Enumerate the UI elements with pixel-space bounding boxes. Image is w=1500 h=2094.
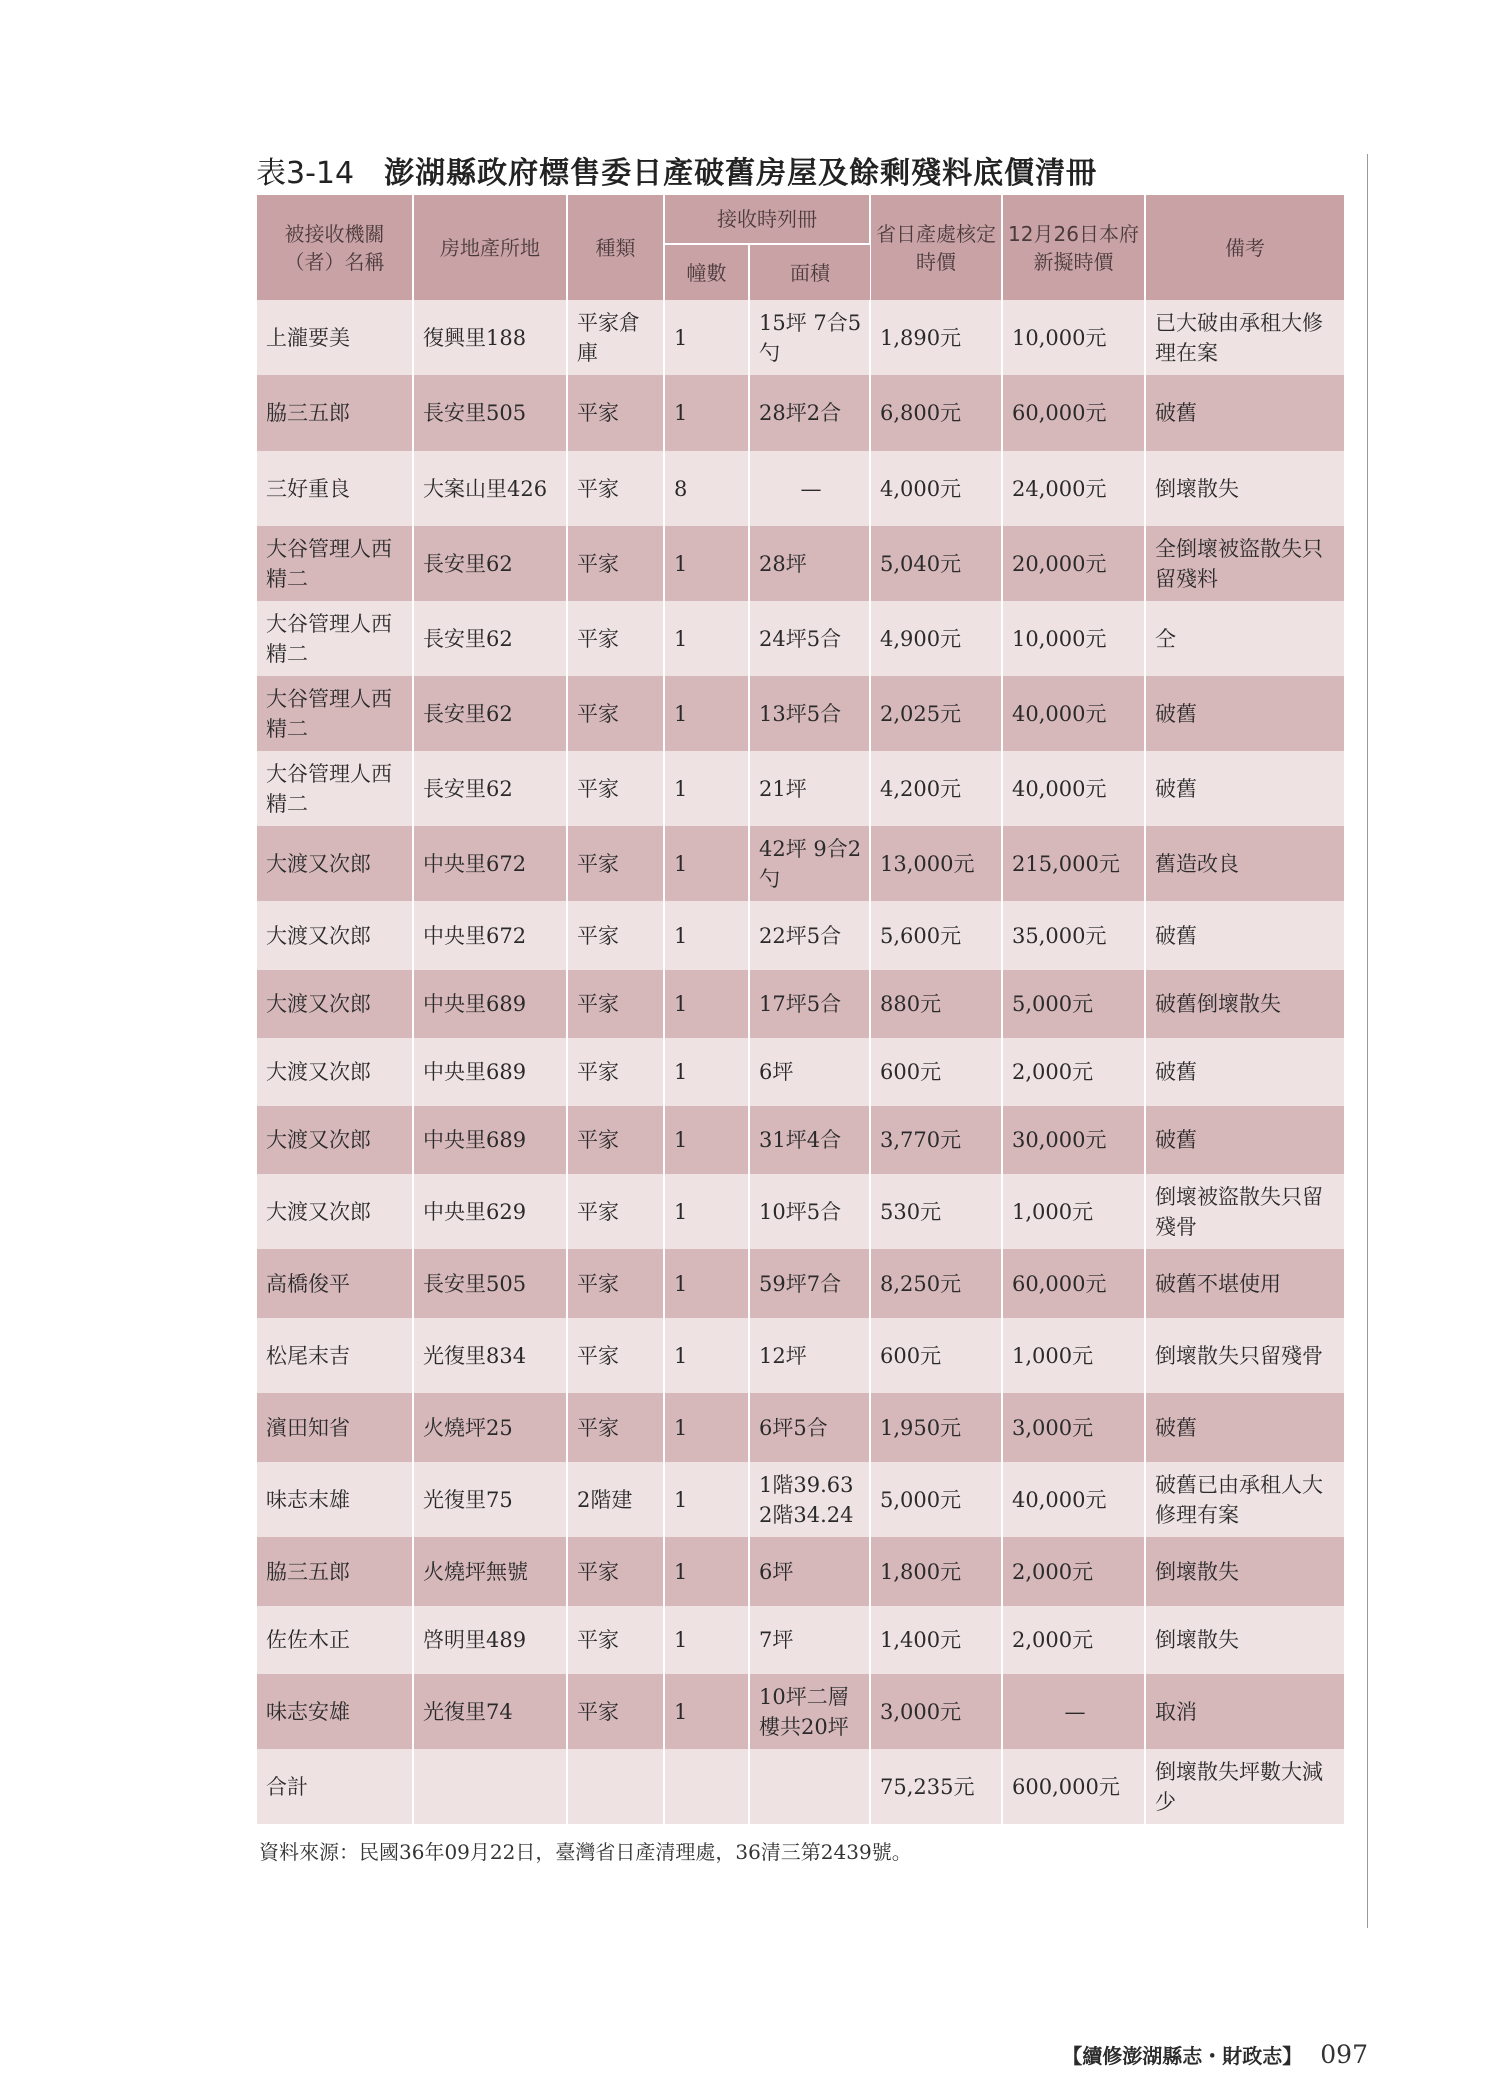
- table-row: [257, 826, 1344, 901]
- cell-type: 平家: [567, 1038, 664, 1106]
- cell-agency: 味志安雄: [257, 1674, 413, 1749]
- table-title: [256, 148, 1097, 192]
- cell-county-price: 60,000元: [1002, 375, 1145, 451]
- cell-county-price: 30,000元: [1002, 1106, 1145, 1174]
- cell-remark: 取消: [1145, 1674, 1344, 1749]
- cell-location: 啓明里489: [413, 1606, 567, 1674]
- cell-count: 1: [664, 901, 749, 970]
- cell-prov-price: 1,890元: [870, 300, 1002, 375]
- cell-county-price: 5,000元: [1002, 970, 1145, 1038]
- cell-area: 6坪: [749, 1537, 870, 1606]
- cell-remark: 破舊不堪使用: [1145, 1249, 1344, 1318]
- price-register-table: [257, 195, 1344, 1824]
- cell-count: 1: [664, 1106, 749, 1174]
- cell-location: 中央里689: [413, 1038, 567, 1106]
- cell-location: 長安里505: [413, 1249, 567, 1318]
- cell-type: 平家: [567, 1174, 664, 1249]
- cell-remark: 仝: [1145, 601, 1344, 676]
- header-prov-price: 省日產處核定時價: [870, 195, 1002, 300]
- cell-county-price: 3,000元: [1002, 1393, 1145, 1462]
- cell-remark: 全倒壞被盜散失只留殘料: [1145, 526, 1344, 601]
- cell-area: 21坪: [749, 751, 870, 826]
- cell-county-price: 40,000元: [1002, 1462, 1145, 1537]
- cell-county-price: 2,000元: [1002, 1537, 1145, 1606]
- cell-count: 1: [664, 1174, 749, 1249]
- cell-county-price: 10,000元: [1002, 300, 1145, 375]
- table-row: [257, 300, 1344, 375]
- total-remark: 倒壞散失坪數大減少: [1145, 1749, 1344, 1824]
- cell-type: 平家: [567, 375, 664, 451]
- cell-remark: 破舊: [1145, 901, 1344, 970]
- cell-county-price: 10,000元: [1002, 601, 1145, 676]
- cell-county-price: 215,000元: [1002, 826, 1145, 901]
- cell-location: 長安里62: [413, 601, 567, 676]
- cell-area: 22坪5合: [749, 901, 870, 970]
- cell-prov-price: 880元: [870, 970, 1002, 1038]
- table-row: [257, 375, 1344, 451]
- cell-county-price: 24,000元: [1002, 451, 1145, 526]
- header-county-price: 12月26日本府新擬時價: [1002, 195, 1145, 300]
- cell-remark: 舊造改良: [1145, 826, 1344, 901]
- cell-prov-price: 4,200元: [870, 751, 1002, 826]
- cell-count: 1: [664, 601, 749, 676]
- table-row: [257, 1606, 1344, 1674]
- cell-type: 平家: [567, 676, 664, 751]
- header-remark: 備考: [1145, 195, 1344, 300]
- cell-agency: 大谷管理人西精二: [257, 676, 413, 751]
- table-row: [257, 1674, 1344, 1749]
- cell-area: 28坪: [749, 526, 870, 601]
- cell-type: 平家: [567, 970, 664, 1038]
- cell-location: 光復里834: [413, 1318, 567, 1393]
- source-note: 資料來源：民國36年09月22日，臺灣省日產清理處，36清三第2439號。: [259, 1840, 912, 1864]
- page-number: 097: [1320, 2040, 1368, 2069]
- cell-count: 1: [664, 970, 749, 1038]
- cell-agency: 松尾末吉: [257, 1318, 413, 1393]
- cell-type: 平家: [567, 1537, 664, 1606]
- cell-county-price: 20,000元: [1002, 526, 1145, 601]
- cell-area: 12坪: [749, 1318, 870, 1393]
- cell-remark: 破舊: [1145, 676, 1344, 751]
- cell-agency: 大渡又次郎: [257, 970, 413, 1038]
- cell-count: 1: [664, 826, 749, 901]
- cell-location: 長安里62: [413, 676, 567, 751]
- cell-remark: 倒壞被盜散失只留殘骨: [1145, 1174, 1344, 1249]
- cell-count: 1: [664, 1606, 749, 1674]
- cell-prov-price: 4,900元: [870, 601, 1002, 676]
- cell-empty: [567, 1749, 664, 1824]
- cell-agency: 大渡又次郎: [257, 826, 413, 901]
- cell-agency: 大谷管理人西精二: [257, 526, 413, 601]
- cell-prov-price: 5,600元: [870, 901, 1002, 970]
- cell-location: 中央里689: [413, 970, 567, 1038]
- cell-remark: 已大破由承租大修理在案: [1145, 300, 1344, 375]
- book-title: 【續修澎湖縣志・財政志】: [1062, 2044, 1303, 2068]
- cell-prov-price: 1,800元: [870, 1537, 1002, 1606]
- cell-agency: 高橋俊平: [257, 1249, 413, 1318]
- cell-type: 平家: [567, 1674, 664, 1749]
- total-label: 合計: [257, 1749, 413, 1824]
- table-row: [257, 751, 1344, 826]
- table-row: [257, 601, 1344, 676]
- cell-count: 1: [664, 526, 749, 601]
- cell-type: 平家: [567, 1249, 664, 1318]
- cell-county-price: 35,000元: [1002, 901, 1145, 970]
- cell-type: 2階建: [567, 1462, 664, 1537]
- cell-count: 1: [664, 1249, 749, 1318]
- table-row: [257, 1393, 1344, 1462]
- cell-type: 平家: [567, 1318, 664, 1393]
- cell-location: 中央里689: [413, 1106, 567, 1174]
- cell-prov-price: 3,770元: [870, 1106, 1002, 1174]
- cell-area: 42坪 9合2勺: [749, 826, 870, 901]
- cell-prov-price: 3,000元: [870, 1674, 1002, 1749]
- cell-count: 1: [664, 1038, 749, 1106]
- cell-remark: 破舊: [1145, 375, 1344, 451]
- cell-remark: 破舊已由承租人大修理有案: [1145, 1462, 1344, 1537]
- cell-area: 10坪二層樓共20坪: [749, 1674, 870, 1749]
- cell-location: 長安里62: [413, 751, 567, 826]
- cell-location: 中央里672: [413, 901, 567, 970]
- cell-prov-price: 530元: [870, 1174, 1002, 1249]
- cell-agency: 三好重良: [257, 451, 413, 526]
- cell-location: 長安里62: [413, 526, 567, 601]
- cell-remark: 破舊: [1145, 751, 1344, 826]
- cell-location: 大案山里426: [413, 451, 567, 526]
- cell-prov-price: 1,400元: [870, 1606, 1002, 1674]
- cell-type: 平家: [567, 601, 664, 676]
- header-type: 種類: [567, 195, 664, 300]
- cell-prov-price: 2,025元: [870, 676, 1002, 751]
- cell-area: 59坪7合: [749, 1249, 870, 1318]
- cell-agency: 濱田知省: [257, 1393, 413, 1462]
- cell-county-price: 40,000元: [1002, 676, 1145, 751]
- table-body: [257, 300, 1344, 1824]
- table-row: [257, 901, 1344, 970]
- table-row: [257, 1318, 1344, 1393]
- cell-location: 光復里75: [413, 1462, 567, 1537]
- cell-type: 平家: [567, 751, 664, 826]
- cell-location: 火燒坪25: [413, 1393, 567, 1462]
- table-row: [257, 1249, 1344, 1318]
- cell-type: 平家倉庫: [567, 300, 664, 375]
- header-agency: 被接收機關（者）名稱: [257, 195, 413, 300]
- cell-area: 24坪5合: [749, 601, 870, 676]
- cell-county-price: 60,000元: [1002, 1249, 1145, 1318]
- header-location: 房地產所地: [413, 195, 567, 300]
- cell-remark: 倒壞散失: [1145, 1537, 1344, 1606]
- cell-area: 10坪5合: [749, 1174, 870, 1249]
- cell-location: 火燒坪無號: [413, 1537, 567, 1606]
- cell-county-price: 2,000元: [1002, 1038, 1145, 1106]
- table-row: [257, 970, 1344, 1038]
- cell-area: 7坪: [749, 1606, 870, 1674]
- cell-type: 平家: [567, 451, 664, 526]
- table-number: 表3-14: [256, 156, 355, 191]
- total-row: [257, 1749, 1344, 1824]
- cell-empty: [413, 1749, 567, 1824]
- table-row: [257, 1106, 1344, 1174]
- cell-agency: 上瀧要美: [257, 300, 413, 375]
- cell-location: 長安里505: [413, 375, 567, 451]
- cell-type: 平家: [567, 1393, 664, 1462]
- cell-count: 1: [664, 1462, 749, 1537]
- cell-count: 1: [664, 1674, 749, 1749]
- cell-area: 28坪2合: [749, 375, 870, 451]
- cell-count: 1: [664, 751, 749, 826]
- total-county-price: 600,000元: [1002, 1749, 1145, 1824]
- cell-location: 中央里672: [413, 826, 567, 901]
- cell-prov-price: 5,000元: [870, 1462, 1002, 1537]
- header-area: 面積: [749, 244, 870, 300]
- cell-area: 31坪4合: [749, 1106, 870, 1174]
- cell-prov-price: 4,000元: [870, 451, 1002, 526]
- cell-area: 6坪: [749, 1038, 870, 1106]
- cell-county-price: 1,000元: [1002, 1318, 1145, 1393]
- cell-area: 1階39.63 2階34.24: [749, 1462, 870, 1537]
- cell-prov-price: 6,800元: [870, 375, 1002, 451]
- cell-area: 17坪5合: [749, 970, 870, 1038]
- page-footer: [1062, 2040, 1368, 2069]
- cell-location: 光復里74: [413, 1674, 567, 1749]
- cell-count: 1: [664, 300, 749, 375]
- total-prov-price: 75,235元: [870, 1749, 1002, 1824]
- cell-prov-price: 1,950元: [870, 1393, 1002, 1462]
- cell-area: 6坪5合: [749, 1393, 870, 1462]
- cell-type: 平家: [567, 826, 664, 901]
- cell-prov-price: 8,250元: [870, 1249, 1002, 1318]
- cell-count: 8: [664, 451, 749, 526]
- cell-remark: 破舊: [1145, 1038, 1344, 1106]
- cell-agency: 大渡又次郎: [257, 901, 413, 970]
- table-row: [257, 1038, 1344, 1106]
- cell-agency: 味志末雄: [257, 1462, 413, 1537]
- margin-rule: [1367, 154, 1368, 1928]
- cell-location: 中央里629: [413, 1174, 567, 1249]
- cell-remark: 破舊: [1145, 1393, 1344, 1462]
- cell-agency: 脇三五郎: [257, 375, 413, 451]
- cell-agency: 大谷管理人西精二: [257, 601, 413, 676]
- header-count: 幢數: [664, 244, 749, 300]
- cell-remark: 破舊: [1145, 1106, 1344, 1174]
- cell-county-price: 2,000元: [1002, 1606, 1145, 1674]
- cell-empty: [749, 1749, 870, 1824]
- cell-agency: 大渡又次郎: [257, 1038, 413, 1106]
- cell-remark: 倒壞散失: [1145, 451, 1344, 526]
- cell-agency: 脇三五郎: [257, 1537, 413, 1606]
- table-row: [257, 1462, 1344, 1537]
- cell-type: 平家: [567, 526, 664, 601]
- table-caption: 澎湖縣政府標售委日產破舊房屋及餘剩殘料底價清冊: [384, 156, 1098, 191]
- cell-area: —: [749, 451, 870, 526]
- cell-area: 13坪5合: [749, 676, 870, 751]
- table-row: [257, 1537, 1344, 1606]
- cell-county-price: 40,000元: [1002, 751, 1145, 826]
- cell-remark: 破舊倒壞散失: [1145, 970, 1344, 1038]
- cell-type: 平家: [567, 901, 664, 970]
- table-row: [257, 1174, 1344, 1249]
- cell-agency: 佐佐木正: [257, 1606, 413, 1674]
- cell-count: 1: [664, 1318, 749, 1393]
- cell-count: 1: [664, 676, 749, 751]
- cell-count: 1: [664, 375, 749, 451]
- table-row: [257, 526, 1344, 601]
- cell-county-price: 1,000元: [1002, 1174, 1145, 1249]
- cell-type: 平家: [567, 1606, 664, 1674]
- cell-location: 復興里188: [413, 300, 567, 375]
- cell-remark: 倒壞散失只留殘骨: [1145, 1318, 1344, 1393]
- cell-agency: 大渡又次郎: [257, 1106, 413, 1174]
- cell-prov-price: 600元: [870, 1038, 1002, 1106]
- cell-type: 平家: [567, 1106, 664, 1174]
- header-register: 接收時列冊: [664, 195, 870, 244]
- cell-empty: [664, 1749, 749, 1824]
- cell-area: 15坪 7合5勺: [749, 300, 870, 375]
- cell-remark: 倒壞散失: [1145, 1606, 1344, 1674]
- table-row: [257, 451, 1344, 526]
- table-row: [257, 676, 1344, 751]
- cell-agency: 大渡又次郎: [257, 1174, 413, 1249]
- cell-prov-price: 13,000元: [870, 826, 1002, 901]
- cell-count: 1: [664, 1537, 749, 1606]
- cell-prov-price: 600元: [870, 1318, 1002, 1393]
- cell-prov-price: 5,040元: [870, 526, 1002, 601]
- cell-county-price: —: [1002, 1674, 1145, 1749]
- cell-agency: 大谷管理人西精二: [257, 751, 413, 826]
- cell-count: 1: [664, 1393, 749, 1462]
